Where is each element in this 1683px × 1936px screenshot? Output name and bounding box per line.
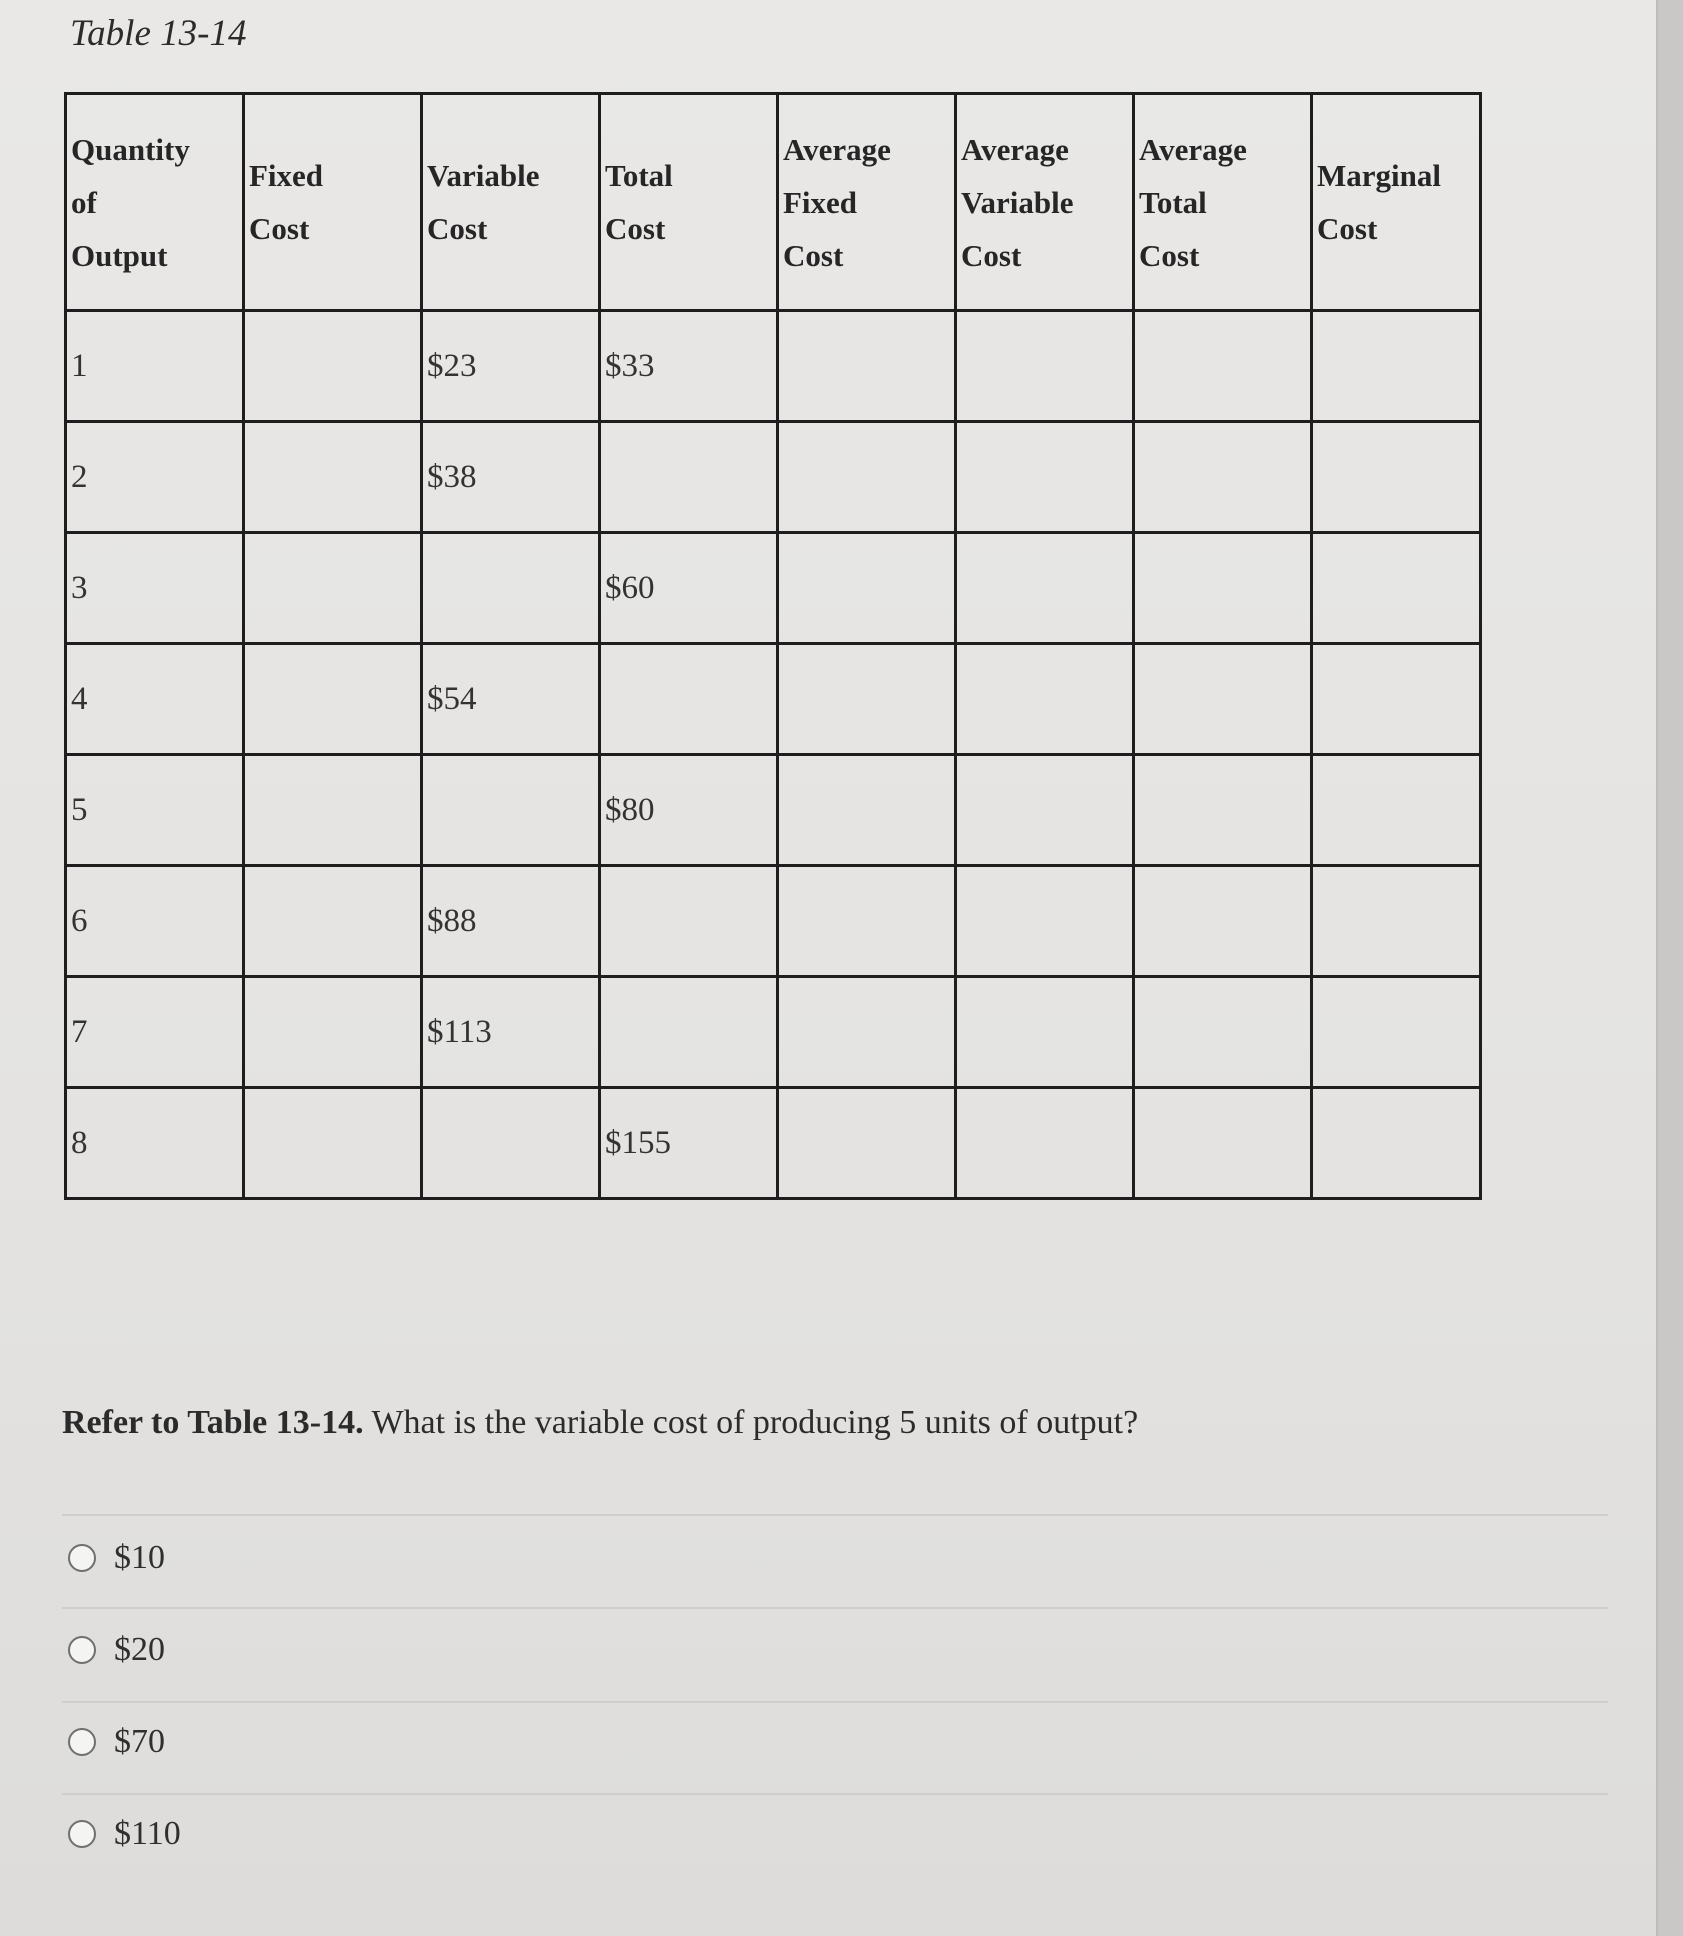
header-total-cost: Total Cost xyxy=(600,94,778,311)
option-separator xyxy=(62,1514,1608,1516)
table-row xyxy=(66,755,1481,866)
table-header-row xyxy=(66,94,1481,311)
cell-average-fixed-cost xyxy=(778,533,956,644)
table-row xyxy=(66,1088,1481,1199)
cell-average-fixed-cost xyxy=(778,755,956,866)
cell-fixed-cost xyxy=(244,1088,422,1199)
header-marginal-cost: Marginal Cost xyxy=(1312,94,1481,311)
cell-average-fixed-cost xyxy=(778,977,956,1088)
cell-quantity: 2 xyxy=(66,422,244,533)
cell-marginal-cost xyxy=(1312,533,1481,644)
cell-variable-cost xyxy=(422,755,600,866)
question-body: What is the variable cost of producing 5 units of output? xyxy=(363,1404,1139,1441)
cell-fixed-cost xyxy=(244,533,422,644)
cell-marginal-cost xyxy=(1312,866,1481,977)
cell-marginal-cost xyxy=(1312,422,1481,533)
option-label: $70 xyxy=(114,1723,165,1760)
table-row xyxy=(66,311,1481,422)
cell-average-fixed-cost xyxy=(778,866,956,977)
cell-average-variable-cost xyxy=(956,311,1134,422)
answer-option-20[interactable] xyxy=(68,1628,165,1672)
cell-average-variable-cost xyxy=(956,755,1134,866)
radio-button-icon[interactable] xyxy=(68,1636,96,1664)
cell-variable-cost: $38 xyxy=(422,422,600,533)
option-label: $110 xyxy=(114,1815,181,1852)
option-separator xyxy=(62,1607,1608,1609)
cell-average-total-cost xyxy=(1134,977,1312,1088)
option-separator xyxy=(62,1793,1608,1795)
table-row xyxy=(66,422,1481,533)
cell-fixed-cost xyxy=(244,644,422,755)
cell-variable-cost: $54 xyxy=(422,644,600,755)
radio-button-icon[interactable] xyxy=(68,1728,96,1756)
header-average-fixed-cost: Average Fixed Cost xyxy=(778,94,956,311)
answer-option-70[interactable] xyxy=(68,1720,165,1764)
cell-quantity: 3 xyxy=(66,533,244,644)
table-title: Table 13-14 xyxy=(70,13,247,54)
cell-average-total-cost xyxy=(1134,422,1312,533)
cell-total-cost xyxy=(600,644,778,755)
cell-total-cost xyxy=(600,866,778,977)
header-quantity-of-output: Quantity of Output xyxy=(66,94,244,311)
page-edge xyxy=(1658,0,1683,1936)
cell-marginal-cost xyxy=(1312,311,1481,422)
header-average-total-cost: Average Total Cost xyxy=(1134,94,1312,311)
cell-average-variable-cost xyxy=(956,977,1134,1088)
cell-quantity: 1 xyxy=(66,311,244,422)
cell-variable-cost xyxy=(422,533,600,644)
cell-total-cost: $80 xyxy=(600,755,778,866)
header-average-variable-cost: Average Variable Cost xyxy=(956,94,1134,311)
table-row xyxy=(66,533,1481,644)
cell-variable-cost: $88 xyxy=(422,866,600,977)
cost-table xyxy=(64,92,1482,1200)
option-label: $10 xyxy=(114,1539,165,1576)
cell-marginal-cost xyxy=(1312,644,1481,755)
answer-option-10[interactable] xyxy=(68,1536,165,1580)
cell-fixed-cost xyxy=(244,977,422,1088)
header-variable-cost: Variable Cost xyxy=(422,94,600,311)
cell-fixed-cost xyxy=(244,311,422,422)
cell-marginal-cost xyxy=(1312,1088,1481,1199)
cell-average-fixed-cost xyxy=(778,422,956,533)
cell-fixed-cost xyxy=(244,866,422,977)
table-row xyxy=(66,644,1481,755)
cell-variable-cost: $23 xyxy=(422,311,600,422)
cell-quantity: 4 xyxy=(66,644,244,755)
cell-average-variable-cost xyxy=(956,866,1134,977)
header-fixed-cost: Fixed Cost xyxy=(244,94,422,311)
cell-fixed-cost xyxy=(244,422,422,533)
cell-total-cost: $155 xyxy=(600,1088,778,1199)
option-separator xyxy=(62,1701,1608,1703)
cell-average-total-cost xyxy=(1134,755,1312,866)
cell-average-variable-cost xyxy=(956,1088,1134,1199)
cell-total-cost: $33 xyxy=(600,311,778,422)
cell-average-variable-cost xyxy=(956,422,1134,533)
cell-marginal-cost xyxy=(1312,977,1481,1088)
cell-total-cost: $60 xyxy=(600,533,778,644)
cell-average-fixed-cost xyxy=(778,1088,956,1199)
cell-quantity: 8 xyxy=(66,1088,244,1199)
cell-quantity: 7 xyxy=(66,977,244,1088)
cell-average-total-cost xyxy=(1134,1088,1312,1199)
cell-average-total-cost xyxy=(1134,533,1312,644)
cell-average-variable-cost xyxy=(956,533,1134,644)
cell-total-cost xyxy=(600,422,778,533)
question-reference: Refer to Table 13-14. xyxy=(62,1404,364,1441)
cell-average-total-cost xyxy=(1134,311,1312,422)
cell-average-fixed-cost xyxy=(778,644,956,755)
radio-button-icon[interactable] xyxy=(68,1820,96,1848)
cell-average-total-cost xyxy=(1134,866,1312,977)
table-row xyxy=(66,866,1481,977)
question-text xyxy=(62,1404,1138,1442)
cell-total-cost xyxy=(600,977,778,1088)
cell-quantity: 6 xyxy=(66,866,244,977)
cell-average-total-cost xyxy=(1134,644,1312,755)
answer-option-110[interactable] xyxy=(68,1812,181,1856)
radio-button-icon[interactable] xyxy=(68,1544,96,1572)
cell-quantity: 5 xyxy=(66,755,244,866)
cell-fixed-cost xyxy=(244,755,422,866)
table-row xyxy=(66,977,1481,1088)
cell-variable-cost xyxy=(422,1088,600,1199)
cell-average-fixed-cost xyxy=(778,311,956,422)
cell-marginal-cost xyxy=(1312,755,1481,866)
cell-average-variable-cost xyxy=(956,644,1134,755)
cell-variable-cost: $113 xyxy=(422,977,600,1088)
option-label: $20 xyxy=(114,1631,165,1668)
